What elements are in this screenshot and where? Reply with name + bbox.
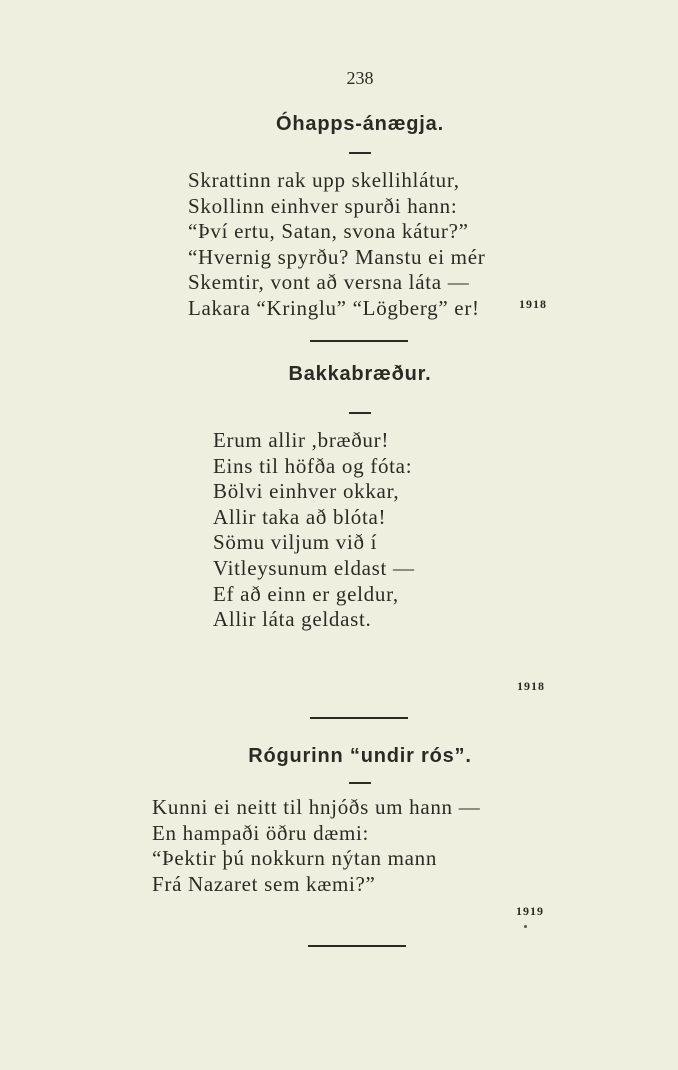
verse-line: “Því ertu, Satan, svona kátur?” bbox=[188, 219, 469, 244]
verse-line: Skrattinn rak upp skellihlátur, bbox=[188, 168, 460, 192]
poem-year: 1919 bbox=[516, 904, 544, 918]
verse-line: Vitleysunum eldast — bbox=[213, 555, 415, 580]
poem-title: Bakkabræður. bbox=[288, 363, 432, 385]
verse-line: “Hvernig spyrðu? Manstu ei mér bbox=[188, 244, 486, 269]
verse-line: En hampaði öðru dæmi: bbox=[152, 820, 370, 845]
section-rule bbox=[310, 340, 408, 342]
verse-line: Skollinn einhver spurði hann: bbox=[188, 193, 458, 218]
poem-title: Rógurinn “undir rós”. bbox=[248, 745, 472, 767]
poem-title: Óhapps-ánægja. bbox=[276, 113, 444, 135]
ink-dot bbox=[524, 925, 527, 928]
verse-line: Sömu viljum við í bbox=[213, 530, 378, 555]
poem-verse bbox=[152, 795, 480, 897]
section-rule bbox=[310, 717, 408, 719]
poem-verse bbox=[213, 428, 415, 633]
verse-line: Eins til höfða og fóta: bbox=[213, 453, 413, 478]
verse-line: Allir láta geldast. bbox=[213, 607, 372, 632]
verse-line: Allir taka að blóta! bbox=[213, 504, 387, 529]
verse-line: Erum allir ,bræður! bbox=[213, 428, 390, 452]
poem-verse bbox=[188, 168, 485, 322]
verse-line: Bölvi einhver okkar, bbox=[213, 479, 400, 504]
poem-year: 1918 bbox=[519, 297, 547, 311]
verse-line: Lakara “Kringlu” “Lögberg” er! bbox=[188, 295, 480, 320]
title-dash bbox=[349, 152, 371, 154]
verse-line: Frá Nazaret sem kæmi?” bbox=[152, 871, 376, 896]
poem-year: 1918 bbox=[517, 679, 545, 693]
verse-line: “Þektir þú nokkurn nýtan mann bbox=[152, 846, 438, 871]
verse-line: Kunni ei neitt til hnjóðs um hann — bbox=[152, 795, 481, 819]
verse-line: Ef að einn er geldur, bbox=[213, 581, 399, 606]
section-rule bbox=[308, 945, 406, 947]
title-dash bbox=[349, 782, 371, 784]
verse-line: Skemtir, vont að versna láta — bbox=[188, 270, 470, 295]
page-number: 238 bbox=[346, 68, 374, 88]
title-dash bbox=[349, 412, 371, 414]
